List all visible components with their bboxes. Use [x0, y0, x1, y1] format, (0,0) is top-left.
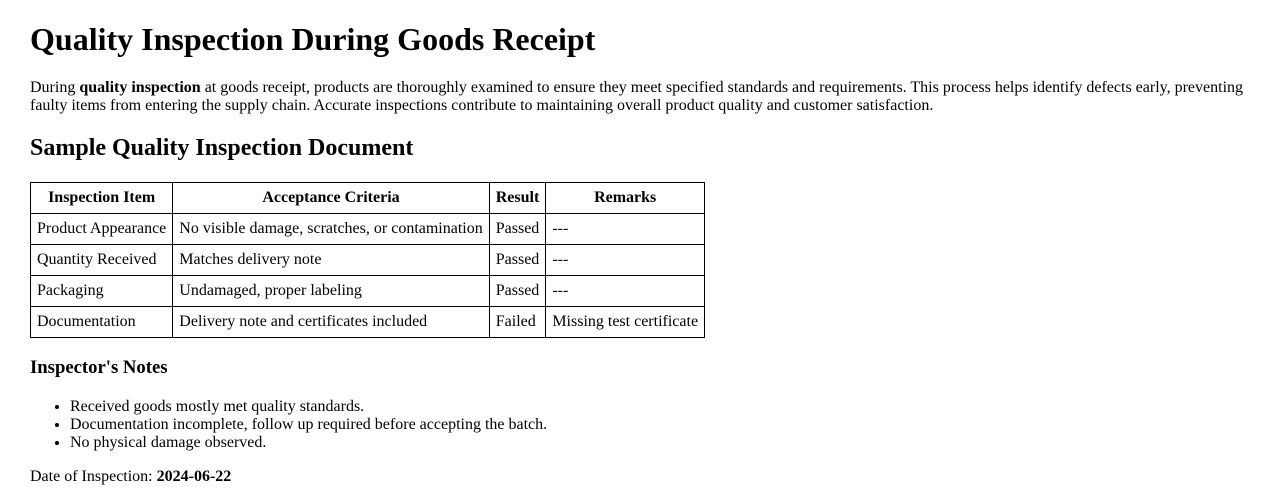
column-header-remarks: Remarks — [546, 183, 705, 214]
inspection-date-label: Date of Inspection: — [30, 468, 157, 485]
table-cell-item: Quantity Received — [31, 245, 173, 276]
table-header-row — [31, 183, 705, 214]
section-title: Sample Quality Inspection Document — [30, 135, 414, 161]
table-cell-result: Passed — [489, 276, 546, 307]
table-cell-criteria: Delivery note and certificates included — [173, 307, 489, 338]
table-cell-result: Passed — [489, 214, 546, 245]
table-cell-criteria: Matches delivery note — [173, 245, 489, 276]
table-cell-item: Packaging — [31, 276, 173, 307]
notes-list — [30, 398, 1248, 452]
table-row — [31, 307, 705, 338]
table-row — [31, 276, 705, 307]
list-item: • Documentation incomplete, follow up required before accepting the batch. — [70, 416, 1248, 434]
column-header-result: Result — [489, 183, 546, 214]
intro-text-lead: During — [30, 79, 80, 96]
column-header-inspection-item: Inspection Item — [31, 183, 173, 214]
list-item: • No physical damage observed. — [70, 434, 1248, 452]
table-cell-remarks: --- — [546, 245, 705, 276]
table-cell-criteria: No visible damage, scratches, or contamination — [173, 214, 489, 245]
intro-text-rest: at goods receipt, products are thoroughly examined to ensure they meet specified standards and requirements. This process helps identify defects early, preventing faulty items from entering the supply chain. Accurate inspections contribute to maintaining overall product quality and customer satisfaction. — [30, 79, 1244, 114]
table-cell-item: Product Appearance — [31, 214, 173, 245]
intro-paragraph — [30, 79, 1248, 115]
table-row — [31, 214, 705, 245]
inspection-date-line — [30, 468, 1248, 486]
inspection-date-value: 2024-06-22 — [156, 468, 232, 485]
table-cell-remarks: --- — [546, 276, 705, 307]
table-cell-result: Failed — [489, 307, 546, 338]
table-cell-item: Documentation — [31, 307, 173, 338]
table-cell-remarks: Missing test certificate — [546, 307, 705, 338]
notes-title: Inspector's Notes — [30, 357, 168, 378]
intro-bold-phrase: quality inspection — [79, 79, 201, 96]
list-item: • Received goods mostly met quality standards. — [70, 398, 1248, 416]
page-title: Quality Inspection During Goods Receipt — [30, 21, 596, 57]
inspection-table — [30, 182, 705, 338]
table-cell-criteria: Undamaged, proper labeling — [173, 276, 489, 307]
table-cell-result: Passed — [489, 245, 546, 276]
table-row — [31, 245, 705, 276]
table-cell-remarks: --- — [546, 214, 705, 245]
column-header-acceptance-criteria: Acceptance Criteria — [173, 183, 489, 214]
